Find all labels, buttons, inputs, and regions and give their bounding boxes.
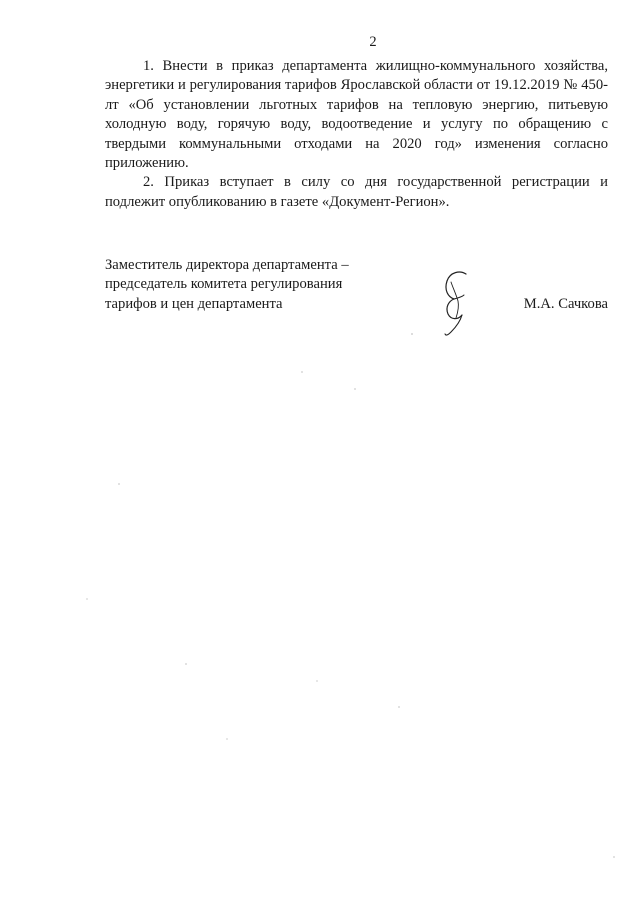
signer-position-line: председатель комитета регулирования (105, 276, 343, 293)
paragraph-2: 2. Приказ вступает в силу со дня государственной регистрации и подлежит опубликованию в газете «Документ-Регион». (105, 174, 608, 210)
page-number: 2 (369, 34, 377, 50)
signer-name: М.А. Сачкова (523, 295, 608, 312)
signer-position-line: Заместитель директора департамента – (105, 257, 349, 273)
paragraph-1: 1. Внести в приказ департамента жилищно-коммунального хозяйства, энергетики и регулирования тарифов Ярославской области от 19.12.2019 № 450-лт «Об установлении льготных тарифов на тепловую энергию, питьевую холодную воду, горячую воду, водоотведение и услугу по обращению с твердыми коммунальными отходами на 2020 год» изменения согласно приложению. (105, 58, 608, 172)
signer-position-line: тарифов и цен департамента (105, 295, 283, 312)
